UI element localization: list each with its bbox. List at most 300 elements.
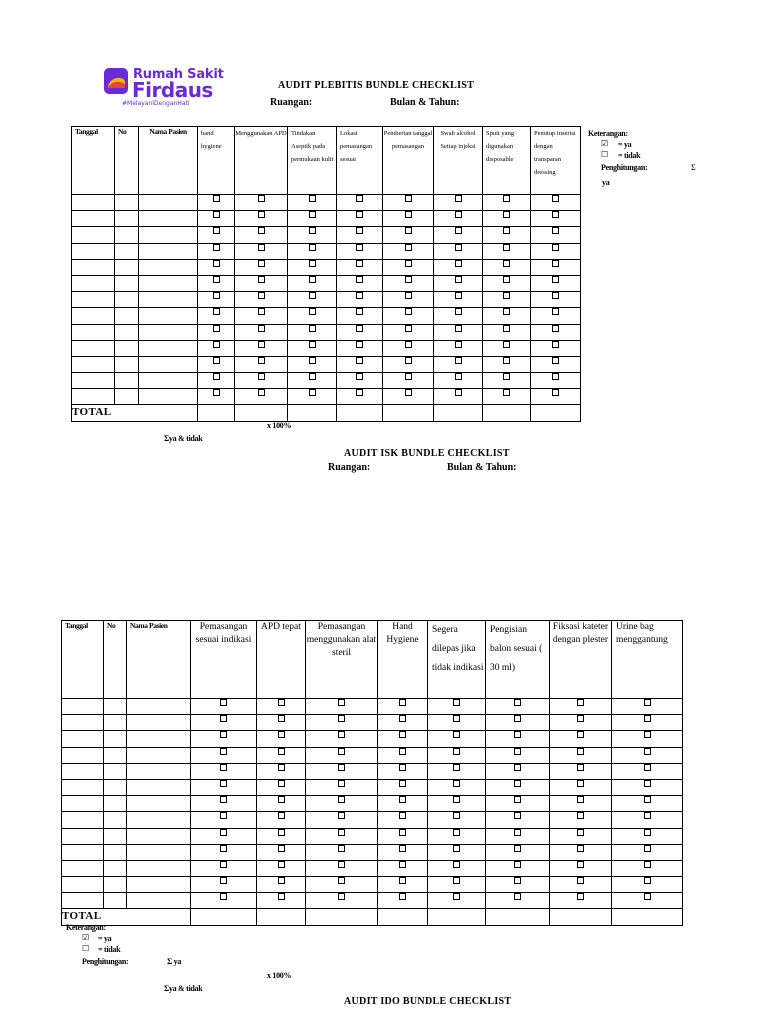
isk-entry-cell[interactable] bbox=[104, 877, 127, 893]
checkbox-icon[interactable] bbox=[399, 780, 406, 787]
checkbox-icon[interactable] bbox=[405, 195, 412, 202]
isk-entry-cell[interactable] bbox=[127, 812, 191, 828]
checkbox-icon[interactable] bbox=[278, 845, 285, 852]
checkbox-icon[interactable] bbox=[258, 260, 265, 267]
checkbox-icon[interactable] bbox=[338, 764, 345, 771]
plebitis-entry-cell[interactable] bbox=[115, 373, 139, 389]
checkbox-icon[interactable] bbox=[309, 373, 316, 380]
plebitis-entry-cell[interactable] bbox=[115, 340, 139, 356]
checkbox-icon[interactable] bbox=[405, 244, 412, 251]
checkbox-icon[interactable] bbox=[213, 308, 220, 315]
plebitis-entry-cell[interactable] bbox=[139, 292, 198, 308]
checkbox-icon[interactable] bbox=[309, 325, 316, 332]
plebitis-entry-cell[interactable] bbox=[115, 308, 139, 324]
plebitis-entry-cell[interactable] bbox=[115, 195, 139, 211]
checkbox-icon[interactable] bbox=[258, 211, 265, 218]
plebitis-entry-cell[interactable] bbox=[139, 356, 198, 372]
checkbox-icon[interactable] bbox=[220, 893, 227, 900]
checkbox-icon[interactable] bbox=[552, 357, 559, 364]
checkbox-icon[interactable] bbox=[399, 845, 406, 852]
checkbox-icon[interactable] bbox=[220, 780, 227, 787]
checkbox-icon[interactable] bbox=[309, 308, 316, 315]
checkbox-icon[interactable] bbox=[309, 227, 316, 234]
checkbox-icon[interactable] bbox=[455, 227, 462, 234]
checkbox-icon[interactable] bbox=[220, 845, 227, 852]
checkbox-icon[interactable] bbox=[503, 244, 510, 251]
isk-entry-cell[interactable] bbox=[62, 828, 104, 844]
plebitis-entry-cell[interactable] bbox=[139, 373, 198, 389]
checkbox-icon[interactable] bbox=[405, 325, 412, 332]
checkbox-icon[interactable] bbox=[503, 357, 510, 364]
checkbox-icon[interactable] bbox=[278, 780, 285, 787]
checkbox-icon[interactable] bbox=[258, 308, 265, 315]
checkbox-icon[interactable] bbox=[552, 308, 559, 315]
checkbox-icon[interactable] bbox=[453, 699, 460, 706]
checkbox-icon[interactable] bbox=[356, 341, 363, 348]
checkbox-icon[interactable] bbox=[399, 812, 406, 819]
checkbox-icon[interactable] bbox=[453, 829, 460, 836]
checkbox-icon[interactable] bbox=[577, 893, 584, 900]
isk-entry-cell[interactable] bbox=[127, 828, 191, 844]
checkbox-icon[interactable] bbox=[644, 812, 651, 819]
plebitis-entry-cell[interactable] bbox=[139, 227, 198, 243]
checkbox-icon[interactable] bbox=[577, 715, 584, 722]
checkbox-icon[interactable] bbox=[644, 748, 651, 755]
checkbox-icon[interactable] bbox=[552, 341, 559, 348]
checkbox-icon[interactable] bbox=[455, 292, 462, 299]
checkbox-icon[interactable] bbox=[503, 308, 510, 315]
checkbox-icon[interactable] bbox=[278, 877, 285, 884]
checkbox-icon[interactable] bbox=[258, 373, 265, 380]
checkbox-icon[interactable] bbox=[220, 764, 227, 771]
checkbox-icon[interactable] bbox=[213, 227, 220, 234]
checkbox-icon[interactable] bbox=[220, 829, 227, 836]
checkbox-icon[interactable] bbox=[514, 715, 521, 722]
isk-entry-cell[interactable] bbox=[62, 796, 104, 812]
plebitis-entry-cell[interactable] bbox=[115, 211, 139, 227]
plebitis-entry-cell[interactable] bbox=[72, 211, 115, 227]
checkbox-icon[interactable] bbox=[453, 845, 460, 852]
isk-entry-cell[interactable] bbox=[104, 731, 127, 747]
checkbox-icon[interactable] bbox=[213, 195, 220, 202]
checkbox-icon[interactable] bbox=[220, 812, 227, 819]
checkbox-icon[interactable] bbox=[309, 260, 316, 267]
checkbox-icon[interactable] bbox=[399, 715, 406, 722]
checkbox-icon[interactable] bbox=[309, 195, 316, 202]
checkbox-icon[interactable] bbox=[577, 748, 584, 755]
checkbox-icon[interactable] bbox=[213, 292, 220, 299]
checkbox-icon[interactable] bbox=[514, 699, 521, 706]
checkbox-icon[interactable] bbox=[258, 341, 265, 348]
checkbox-icon[interactable] bbox=[278, 812, 285, 819]
isk-total-cell[interactable] bbox=[428, 909, 486, 925]
checkbox-icon[interactable] bbox=[220, 796, 227, 803]
isk-total-cell[interactable] bbox=[612, 909, 683, 925]
checkbox-icon[interactable] bbox=[278, 748, 285, 755]
checkbox-icon[interactable] bbox=[399, 796, 406, 803]
checkbox-icon[interactable] bbox=[399, 861, 406, 868]
checkbox-icon[interactable] bbox=[399, 764, 406, 771]
checkbox-icon[interactable] bbox=[453, 731, 460, 738]
checkbox-icon[interactable] bbox=[503, 341, 510, 348]
checkbox-icon[interactable] bbox=[514, 861, 521, 868]
plebitis-entry-cell[interactable] bbox=[72, 340, 115, 356]
checkbox-icon[interactable] bbox=[258, 357, 265, 364]
plebitis-entry-cell[interactable] bbox=[115, 324, 139, 340]
isk-entry-cell[interactable] bbox=[127, 731, 191, 747]
checkbox-icon[interactable] bbox=[338, 780, 345, 787]
checkbox-icon[interactable] bbox=[514, 796, 521, 803]
checkbox-icon[interactable] bbox=[338, 748, 345, 755]
checkbox-icon[interactable] bbox=[258, 325, 265, 332]
isk-entry-cell[interactable] bbox=[127, 893, 191, 909]
checkbox-icon[interactable] bbox=[338, 829, 345, 836]
checkbox-icon[interactable] bbox=[399, 731, 406, 738]
checkbox-icon[interactable] bbox=[258, 276, 265, 283]
checkbox-icon[interactable] bbox=[405, 389, 412, 396]
checkbox-icon[interactable] bbox=[455, 211, 462, 218]
plebitis-entry-cell[interactable] bbox=[72, 373, 115, 389]
plebitis-entry-cell[interactable] bbox=[72, 227, 115, 243]
checkbox-icon[interactable] bbox=[455, 389, 462, 396]
plebitis-entry-cell[interactable] bbox=[72, 195, 115, 211]
checkbox-icon[interactable] bbox=[644, 764, 651, 771]
checkbox-icon[interactable] bbox=[213, 325, 220, 332]
isk-entry-cell[interactable] bbox=[62, 844, 104, 860]
checkbox-icon[interactable] bbox=[514, 812, 521, 819]
checkbox-icon[interactable] bbox=[453, 780, 460, 787]
plebitis-entry-cell[interactable] bbox=[139, 195, 198, 211]
checkbox-icon[interactable] bbox=[338, 796, 345, 803]
plebitis-entry-cell[interactable] bbox=[72, 324, 115, 340]
plebitis-entry-cell[interactable] bbox=[115, 292, 139, 308]
checkbox-icon[interactable] bbox=[453, 796, 460, 803]
isk-entry-cell[interactable] bbox=[104, 699, 127, 715]
checkbox-icon[interactable] bbox=[309, 292, 316, 299]
checkbox-icon[interactable] bbox=[220, 748, 227, 755]
checkbox-icon[interactable] bbox=[309, 276, 316, 283]
checkbox-icon[interactable] bbox=[644, 893, 651, 900]
checkbox-icon[interactable] bbox=[644, 877, 651, 884]
checkbox-icon[interactable] bbox=[399, 893, 406, 900]
plebitis-entry-cell[interactable] bbox=[115, 259, 139, 275]
checkbox-icon[interactable] bbox=[552, 292, 559, 299]
isk-entry-cell[interactable] bbox=[62, 763, 104, 779]
plebitis-entry-cell[interactable] bbox=[115, 356, 139, 372]
checkbox-icon[interactable] bbox=[503, 292, 510, 299]
checkbox-icon[interactable] bbox=[455, 260, 462, 267]
checkbox-icon[interactable] bbox=[356, 389, 363, 396]
checkbox-icon[interactable] bbox=[514, 764, 521, 771]
isk-entry-cell[interactable] bbox=[127, 779, 191, 795]
checkbox-icon[interactable] bbox=[455, 357, 462, 364]
checkbox-icon[interactable] bbox=[514, 845, 521, 852]
checkbox-icon[interactable] bbox=[455, 276, 462, 283]
checkbox-icon[interactable] bbox=[577, 764, 584, 771]
checkbox-icon[interactable] bbox=[552, 244, 559, 251]
plebitis-entry-cell[interactable] bbox=[139, 389, 198, 405]
checkbox-icon[interactable] bbox=[220, 715, 227, 722]
checkbox-icon[interactable] bbox=[552, 211, 559, 218]
checkbox-icon[interactable] bbox=[405, 292, 412, 299]
plebitis-entry-cell[interactable] bbox=[115, 389, 139, 405]
plebitis-total-cell[interactable] bbox=[531, 405, 581, 421]
checkbox-icon[interactable] bbox=[405, 308, 412, 315]
isk-total-cell[interactable] bbox=[191, 909, 257, 925]
plebitis-entry-cell[interactable] bbox=[139, 243, 198, 259]
checkbox-icon[interactable] bbox=[356, 227, 363, 234]
checkbox-icon[interactable] bbox=[356, 373, 363, 380]
checkbox-icon[interactable] bbox=[577, 812, 584, 819]
checkbox-icon[interactable] bbox=[503, 260, 510, 267]
isk-entry-cell[interactable] bbox=[127, 860, 191, 876]
checkbox-icon[interactable] bbox=[453, 715, 460, 722]
checkbox-icon[interactable] bbox=[514, 731, 521, 738]
checkbox-icon[interactable] bbox=[278, 829, 285, 836]
plebitis-entry-cell[interactable] bbox=[139, 211, 198, 227]
isk-total-cell[interactable] bbox=[550, 909, 612, 925]
checkbox-icon[interactable] bbox=[577, 731, 584, 738]
checkbox-icon[interactable] bbox=[552, 373, 559, 380]
checkbox-icon[interactable] bbox=[503, 389, 510, 396]
checkbox-icon[interactable] bbox=[258, 389, 265, 396]
checkbox-icon[interactable] bbox=[644, 845, 651, 852]
checkbox-icon[interactable] bbox=[258, 244, 265, 251]
isk-total-cell[interactable] bbox=[257, 909, 306, 925]
checkbox-icon[interactable] bbox=[644, 699, 651, 706]
checkbox-icon[interactable] bbox=[356, 244, 363, 251]
checkbox-icon[interactable] bbox=[644, 780, 651, 787]
checkbox-icon[interactable] bbox=[552, 260, 559, 267]
checkbox-icon[interactable] bbox=[213, 373, 220, 380]
checkbox-icon[interactable] bbox=[309, 357, 316, 364]
checkbox-icon[interactable] bbox=[577, 796, 584, 803]
isk-entry-cell[interactable] bbox=[104, 715, 127, 731]
checkbox-icon[interactable] bbox=[258, 227, 265, 234]
checkbox-icon[interactable] bbox=[309, 389, 316, 396]
checkbox-icon[interactable] bbox=[577, 861, 584, 868]
checkbox-icon[interactable] bbox=[278, 893, 285, 900]
isk-total-cell[interactable] bbox=[306, 909, 378, 925]
isk-entry-cell[interactable] bbox=[62, 731, 104, 747]
checkbox-icon[interactable] bbox=[577, 845, 584, 852]
isk-entry-cell[interactable] bbox=[127, 877, 191, 893]
isk-entry-cell[interactable] bbox=[104, 893, 127, 909]
checkbox-icon[interactable] bbox=[405, 276, 412, 283]
checkbox-icon[interactable] bbox=[278, 861, 285, 868]
checkbox-icon[interactable] bbox=[503, 325, 510, 332]
checkbox-icon[interactable] bbox=[552, 389, 559, 396]
plebitis-entry-cell[interactable] bbox=[72, 308, 115, 324]
isk-entry-cell[interactable] bbox=[127, 747, 191, 763]
checkbox-icon[interactable] bbox=[338, 699, 345, 706]
checkbox-icon[interactable] bbox=[503, 373, 510, 380]
checkbox-icon[interactable] bbox=[220, 699, 227, 706]
plebitis-entry-cell[interactable] bbox=[115, 243, 139, 259]
checkbox-icon[interactable] bbox=[405, 373, 412, 380]
isk-entry-cell[interactable] bbox=[104, 763, 127, 779]
checkbox-icon[interactable] bbox=[213, 357, 220, 364]
isk-entry-cell[interactable] bbox=[62, 812, 104, 828]
isk-entry-cell[interactable] bbox=[104, 796, 127, 812]
checkbox-icon[interactable] bbox=[220, 731, 227, 738]
isk-entry-cell[interactable] bbox=[104, 844, 127, 860]
checkbox-icon[interactable] bbox=[278, 715, 285, 722]
checkbox-icon[interactable] bbox=[213, 260, 220, 267]
checkbox-icon[interactable] bbox=[338, 845, 345, 852]
checkbox-icon[interactable] bbox=[514, 748, 521, 755]
plebitis-total-cell[interactable] bbox=[383, 405, 434, 421]
plebitis-entry-cell[interactable] bbox=[72, 243, 115, 259]
checkbox-icon[interactable] bbox=[453, 812, 460, 819]
checkbox-icon[interactable] bbox=[278, 699, 285, 706]
checkbox-icon[interactable] bbox=[514, 893, 521, 900]
checkbox-icon[interactable] bbox=[577, 829, 584, 836]
plebitis-entry-cell[interactable] bbox=[115, 275, 139, 291]
isk-entry-cell[interactable] bbox=[62, 877, 104, 893]
checkbox-icon[interactable] bbox=[356, 211, 363, 218]
isk-entry-cell[interactable] bbox=[104, 812, 127, 828]
checkbox-icon[interactable] bbox=[453, 861, 460, 868]
checkbox-icon[interactable] bbox=[258, 195, 265, 202]
checkbox-icon[interactable] bbox=[338, 731, 345, 738]
checkbox-icon[interactable] bbox=[405, 227, 412, 234]
checkbox-icon[interactable] bbox=[552, 276, 559, 283]
checkbox-icon[interactable] bbox=[278, 796, 285, 803]
checkbox-icon[interactable] bbox=[399, 748, 406, 755]
checkbox-icon[interactable] bbox=[455, 325, 462, 332]
checkbox-icon[interactable] bbox=[309, 211, 316, 218]
checkbox-icon[interactable] bbox=[552, 227, 559, 234]
checkbox-icon[interactable] bbox=[213, 389, 220, 396]
checkbox-icon[interactable] bbox=[213, 341, 220, 348]
isk-entry-cell[interactable] bbox=[104, 828, 127, 844]
isk-entry-cell[interactable] bbox=[62, 699, 104, 715]
checkbox-icon[interactable] bbox=[455, 308, 462, 315]
checkbox-icon[interactable] bbox=[455, 373, 462, 380]
checkbox-icon[interactable] bbox=[405, 211, 412, 218]
checkbox-icon[interactable] bbox=[356, 276, 363, 283]
checkbox-icon[interactable] bbox=[338, 877, 345, 884]
checkbox-icon[interactable] bbox=[399, 877, 406, 884]
plebitis-total-cell[interactable] bbox=[434, 405, 483, 421]
plebitis-entry-cell[interactable] bbox=[72, 356, 115, 372]
plebitis-total-cell[interactable] bbox=[288, 405, 337, 421]
checkbox-icon[interactable] bbox=[514, 877, 521, 884]
checkbox-icon[interactable] bbox=[258, 292, 265, 299]
checkbox-icon[interactable] bbox=[213, 276, 220, 283]
checkbox-icon[interactable] bbox=[514, 829, 521, 836]
checkbox-icon[interactable] bbox=[455, 244, 462, 251]
checkbox-icon[interactable] bbox=[356, 357, 363, 364]
checkbox-icon[interactable] bbox=[405, 260, 412, 267]
checkbox-icon[interactable] bbox=[213, 244, 220, 251]
plebitis-entry-cell[interactable] bbox=[139, 259, 198, 275]
checkbox-icon[interactable] bbox=[399, 699, 406, 706]
plebitis-total-cell[interactable] bbox=[337, 405, 383, 421]
checkbox-icon[interactable] bbox=[503, 276, 510, 283]
checkbox-icon[interactable] bbox=[552, 195, 559, 202]
checkbox-icon[interactable] bbox=[213, 211, 220, 218]
plebitis-total-cell[interactable] bbox=[483, 405, 531, 421]
checkbox-icon[interactable] bbox=[503, 195, 510, 202]
checkbox-icon[interactable] bbox=[503, 211, 510, 218]
isk-entry-cell[interactable] bbox=[104, 747, 127, 763]
isk-total-cell[interactable] bbox=[378, 909, 428, 925]
checkbox-icon[interactable] bbox=[278, 731, 285, 738]
checkbox-icon[interactable] bbox=[644, 715, 651, 722]
plebitis-entry-cell[interactable] bbox=[139, 324, 198, 340]
isk-total-cell[interactable] bbox=[486, 909, 550, 925]
isk-entry-cell[interactable] bbox=[127, 699, 191, 715]
checkbox-icon[interactable] bbox=[338, 861, 345, 868]
checkbox-icon[interactable] bbox=[644, 731, 651, 738]
plebitis-entry-cell[interactable] bbox=[72, 292, 115, 308]
checkbox-icon[interactable] bbox=[220, 877, 227, 884]
checkbox-icon[interactable] bbox=[356, 260, 363, 267]
checkbox-icon[interactable] bbox=[405, 357, 412, 364]
checkbox-icon[interactable] bbox=[338, 812, 345, 819]
isk-entry-cell[interactable] bbox=[127, 715, 191, 731]
plebitis-total-cell[interactable] bbox=[198, 405, 235, 421]
checkbox-icon[interactable] bbox=[577, 780, 584, 787]
isk-entry-cell[interactable] bbox=[127, 763, 191, 779]
checkbox-icon[interactable] bbox=[514, 780, 521, 787]
plebitis-entry-cell[interactable] bbox=[139, 308, 198, 324]
checkbox-icon[interactable] bbox=[356, 195, 363, 202]
plebitis-total-cell[interactable] bbox=[235, 405, 288, 421]
checkbox-icon[interactable] bbox=[453, 893, 460, 900]
checkbox-icon[interactable] bbox=[644, 796, 651, 803]
checkbox-icon[interactable] bbox=[278, 764, 285, 771]
plebitis-entry-cell[interactable] bbox=[72, 389, 115, 405]
isk-entry-cell[interactable] bbox=[127, 844, 191, 860]
checkbox-icon[interactable] bbox=[405, 341, 412, 348]
checkbox-icon[interactable] bbox=[309, 341, 316, 348]
checkbox-icon[interactable] bbox=[356, 292, 363, 299]
checkbox-icon[interactable] bbox=[503, 227, 510, 234]
plebitis-entry-cell[interactable] bbox=[72, 259, 115, 275]
isk-entry-cell[interactable] bbox=[62, 779, 104, 795]
checkbox-icon[interactable] bbox=[356, 308, 363, 315]
checkbox-icon[interactable] bbox=[453, 877, 460, 884]
isk-entry-cell[interactable] bbox=[127, 796, 191, 812]
checkbox-icon[interactable] bbox=[453, 748, 460, 755]
checkbox-icon[interactable] bbox=[455, 195, 462, 202]
checkbox-icon[interactable] bbox=[644, 829, 651, 836]
isk-entry-cell[interactable] bbox=[62, 715, 104, 731]
isk-entry-cell[interactable] bbox=[104, 779, 127, 795]
plebitis-entry-cell[interactable] bbox=[139, 275, 198, 291]
checkbox-icon[interactable] bbox=[338, 893, 345, 900]
isk-entry-cell[interactable] bbox=[62, 747, 104, 763]
checkbox-icon[interactable] bbox=[455, 341, 462, 348]
checkbox-icon[interactable] bbox=[356, 325, 363, 332]
plebitis-entry-cell[interactable] bbox=[72, 275, 115, 291]
checkbox-icon[interactable] bbox=[309, 244, 316, 251]
isk-entry-cell[interactable] bbox=[62, 860, 104, 876]
plebitis-entry-cell[interactable] bbox=[139, 340, 198, 356]
checkbox-icon[interactable] bbox=[453, 764, 460, 771]
checkbox-icon[interactable] bbox=[399, 829, 406, 836]
isk-entry-cell[interactable] bbox=[104, 860, 127, 876]
checkbox-icon[interactable] bbox=[552, 325, 559, 332]
checkbox-icon[interactable] bbox=[338, 715, 345, 722]
checkbox-icon[interactable] bbox=[577, 877, 584, 884]
checkbox-icon[interactable] bbox=[644, 861, 651, 868]
isk-entry-cell[interactable] bbox=[62, 893, 104, 909]
checkbox-icon[interactable] bbox=[577, 699, 584, 706]
